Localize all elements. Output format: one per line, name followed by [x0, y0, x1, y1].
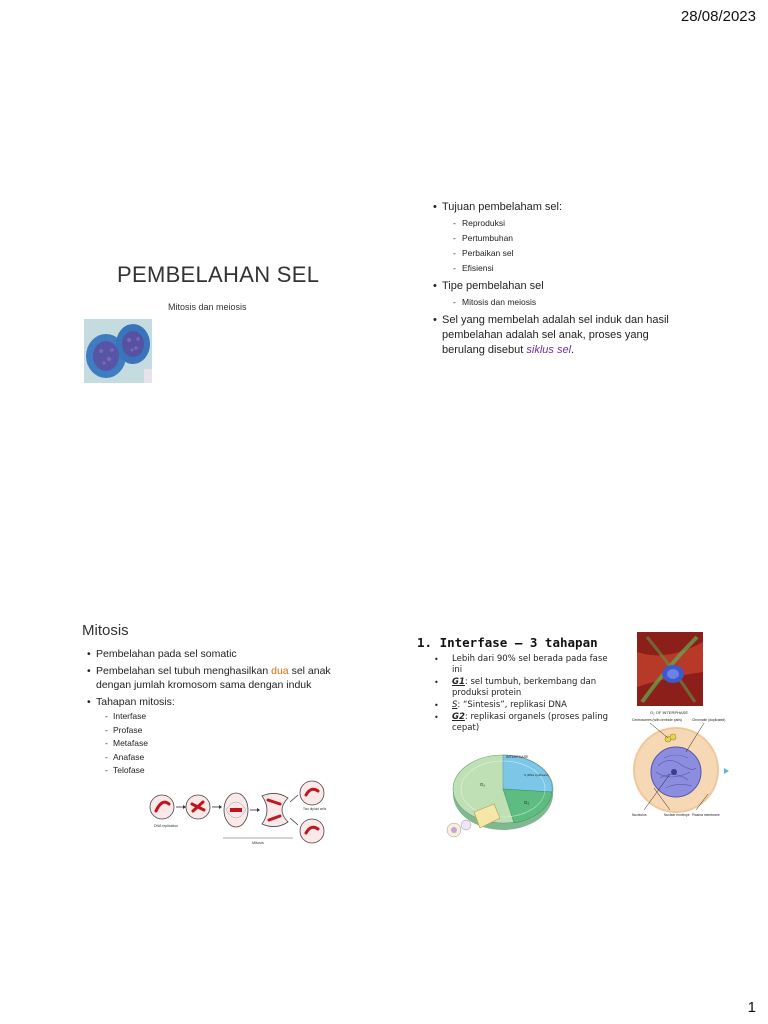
subitem-efisiensi: - Efisiensi	[442, 261, 683, 276]
g2-text: : replikasi organels (proses paling cepat)	[452, 712, 608, 733]
interfase-item-g2	[432, 712, 612, 734]
interphase-cell-diagram	[630, 708, 730, 828]
fluorescence-cell-photo	[637, 632, 703, 706]
bullet-tujuan-text: Tujuan pembelaham sel:	[442, 201, 563, 213]
slide4-bullets	[432, 654, 612, 735]
slide1-title: PEMBELAHAN SEL	[117, 262, 320, 287]
bullet-tipe-text: Tipe pembelahan sel	[442, 280, 544, 292]
bullet-dua-post: sel anak dengan jumlah kromosom sama dengan induk	[96, 665, 331, 691]
pie-label-s: S (DNA synthesis)	[524, 773, 549, 777]
bullet-tujuan	[433, 200, 683, 276]
mitosis-diagram	[148, 780, 338, 846]
subitem-pertumbuhan: - Pertumbuhan	[442, 231, 683, 246]
subitem-reproduksi: - Reproduksi	[442, 216, 683, 231]
page-number: 1	[747, 999, 756, 1016]
stage-metafase: - Metafase	[96, 737, 352, 751]
slide2-bullets	[433, 200, 683, 361]
cell-label-nucleolus: Nucleolus	[632, 813, 647, 817]
bullet-siklus-text: Sel yang membelah adalah sel induk dan hasil pembelahan adalah sel anak, proses yang berulang disebut	[442, 314, 669, 356]
pie-label-g1: G₁	[480, 782, 486, 787]
interfase-item-g1	[432, 677, 612, 699]
stage-telofase: - Telofase	[96, 764, 352, 778]
label-dna-replication: DNA replication	[154, 824, 179, 828]
cell-label-plasma-membrane: Plasma membrane	[692, 813, 720, 817]
interfase-item-1	[432, 654, 612, 676]
pie-label-g2: G₂	[524, 800, 530, 805]
s-key: S	[452, 700, 458, 710]
cell-label-chromatin: Chromatin (duplicated)	[692, 718, 726, 722]
g1-key: G1	[452, 677, 465, 687]
slide3-bullets	[87, 647, 352, 781]
bullet-tahapan	[87, 695, 352, 778]
bullet-dua-pre: Pembelahan sel tubuh menghasilkan	[96, 665, 272, 677]
document-date: 28/08/2023	[680, 8, 756, 25]
s-text: : “Sintesis”, replikasi DNA	[457, 700, 567, 710]
cell-label-centrosomes: Centrosomes (with centriole pairs)	[632, 718, 683, 722]
dua-highlight: dua	[271, 665, 289, 677]
slide3-title: Mitosis	[82, 622, 129, 639]
label-two-diploid-cells: Two diploid cells	[303, 807, 327, 811]
pie-label-interphase: INTERPHASE	[506, 755, 529, 759]
bullet-tahapan-text: Tahapan mitosis:	[96, 696, 175, 708]
cell-label-nuclear-envelope: Nuclear envelope	[664, 813, 690, 817]
g2-key: G2	[452, 712, 465, 722]
slide4-title: 1. Interfase – 3 tahapan	[417, 635, 598, 650]
dividing-cells-micrograph	[84, 319, 152, 383]
item1-text: Lebih dari 90% sel berada pada fase ini	[452, 654, 608, 675]
interfase-item-s	[432, 700, 612, 711]
stage-anafase: - Anafase	[96, 751, 352, 765]
stage-interfase: - Interfase	[96, 710, 352, 724]
cell-caption: G₂ OF INTERPHASE	[650, 710, 689, 715]
bullet-tipe	[433, 279, 683, 310]
bullet-dua-sel	[87, 664, 352, 692]
subitem-perbaikan-sel: - Perbaikan sel	[442, 246, 683, 261]
subitem-mitosis-meiosis: - Mitosis dan meiosis	[442, 295, 683, 310]
bullet-siklus-end: .	[571, 344, 575, 356]
stage-profase: - Profase	[96, 724, 352, 738]
siklus-sel-highlight: siklus sel	[526, 344, 572, 356]
slide1-subtitle: Mitosis dan meiosis	[168, 302, 247, 312]
cell-cycle-pie	[444, 752, 556, 840]
label-mitosis: Mitosis	[252, 841, 264, 845]
g1-text: : sel tumbuh, berkembang dan produksi protein	[452, 677, 597, 698]
bullet-siklus	[433, 313, 683, 358]
bullet-somatic: • Pembelahan pada sel somatic	[87, 647, 352, 661]
